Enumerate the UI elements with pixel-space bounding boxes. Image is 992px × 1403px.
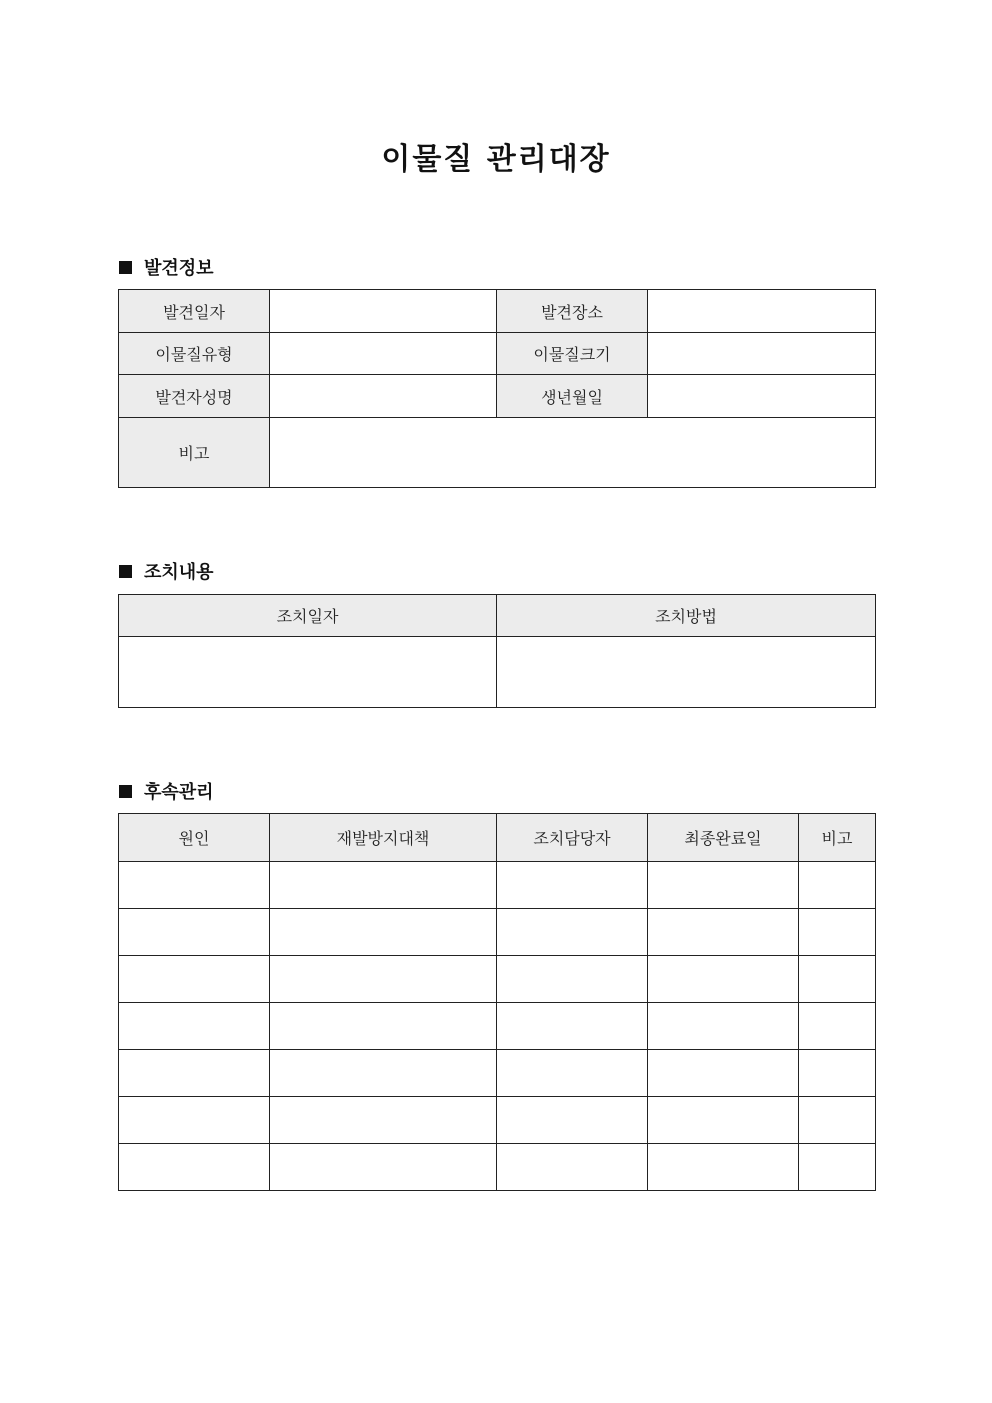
column-header-cause: 원인	[119, 814, 270, 862]
remark-cell[interactable]	[799, 1144, 876, 1191]
remark-field[interactable]	[270, 418, 876, 488]
remark-cell[interactable]	[799, 1097, 876, 1144]
action-date-field[interactable]	[119, 637, 497, 708]
table-row	[119, 333, 876, 375]
label-discovery-date: 발견일자	[119, 290, 270, 333]
section-heading-action	[119, 558, 214, 584]
foreign-size-field[interactable]	[648, 333, 876, 375]
label-finder-name: 발견자성명	[119, 375, 270, 418]
remark-cell[interactable]	[799, 909, 876, 956]
cause-cell[interactable]	[119, 1003, 270, 1050]
prevention-cell[interactable]	[270, 1050, 497, 1097]
column-header-action-method: 조치방법	[497, 595, 876, 637]
completion-date-cell[interactable]	[648, 862, 799, 909]
table-row	[119, 956, 876, 1003]
discovery-place-field[interactable]	[648, 290, 876, 333]
cause-cell[interactable]	[119, 1050, 270, 1097]
label-foreign-size: 이물질크기	[497, 333, 648, 375]
completion-date-cell[interactable]	[648, 1144, 799, 1191]
table-row	[119, 1097, 876, 1144]
prevention-cell[interactable]	[270, 956, 497, 1003]
manager-cell[interactable]	[497, 1144, 648, 1191]
prevention-cell[interactable]	[270, 1003, 497, 1050]
foreign-type-field[interactable]	[270, 333, 497, 375]
completion-date-cell[interactable]	[648, 956, 799, 1003]
column-header-remark: 비고	[799, 814, 876, 862]
cause-cell[interactable]	[119, 862, 270, 909]
column-header-prevention: 재발방지대책	[270, 814, 497, 862]
cause-cell[interactable]	[119, 1144, 270, 1191]
cause-cell[interactable]	[119, 1097, 270, 1144]
table-header-row	[119, 814, 876, 862]
manager-cell[interactable]	[497, 909, 648, 956]
completion-date-cell[interactable]	[648, 1097, 799, 1144]
label-birthdate: 생년월일	[497, 375, 648, 418]
remark-cell[interactable]	[799, 956, 876, 1003]
table-row	[119, 418, 876, 488]
table-row	[119, 1144, 876, 1191]
action-method-field[interactable]	[497, 637, 876, 708]
manager-cell[interactable]	[497, 956, 648, 1003]
birthdate-field[interactable]	[648, 375, 876, 418]
remark-cell[interactable]	[799, 1050, 876, 1097]
table-row	[119, 637, 876, 708]
prevention-cell[interactable]	[270, 862, 497, 909]
label-remark: 비고	[119, 418, 270, 488]
manager-cell[interactable]	[497, 1097, 648, 1144]
finder-name-field[interactable]	[270, 375, 497, 418]
table-row	[119, 1050, 876, 1097]
cause-cell[interactable]	[119, 909, 270, 956]
remark-cell[interactable]	[799, 862, 876, 909]
prevention-cell[interactable]	[270, 909, 497, 956]
table-row	[119, 1003, 876, 1050]
manager-cell[interactable]	[497, 1003, 648, 1050]
discovery-table	[118, 289, 876, 488]
prevention-cell[interactable]	[270, 1097, 497, 1144]
completion-date-cell[interactable]	[648, 1050, 799, 1097]
section-heading-followup	[119, 778, 214, 804]
section-heading-text: 후속관리	[144, 782, 214, 803]
section-heading-discovery	[119, 254, 214, 280]
column-header-completion-date: 최종완료일	[648, 814, 799, 862]
column-header-manager: 조치담당자	[497, 814, 648, 862]
followup-table	[118, 813, 876, 1191]
discovery-date-field[interactable]	[270, 290, 497, 333]
section-heading-text: 조치내용	[144, 562, 214, 583]
label-discovery-place: 발견장소	[497, 290, 648, 333]
table-row	[119, 375, 876, 418]
table-row	[119, 909, 876, 956]
action-table	[118, 594, 876, 708]
page-title: 이물질 관리대장	[381, 142, 611, 177]
square-bullet-icon	[119, 261, 132, 274]
manager-cell[interactable]	[497, 1050, 648, 1097]
column-header-action-date: 조치일자	[119, 595, 497, 637]
remark-cell[interactable]	[799, 1003, 876, 1050]
cause-cell[interactable]	[119, 956, 270, 1003]
square-bullet-icon	[119, 785, 132, 798]
label-foreign-type: 이물질유형	[119, 333, 270, 375]
prevention-cell[interactable]	[270, 1144, 497, 1191]
manager-cell[interactable]	[497, 862, 648, 909]
completion-date-cell[interactable]	[648, 909, 799, 956]
square-bullet-icon	[119, 565, 132, 578]
table-row	[119, 290, 876, 333]
completion-date-cell[interactable]	[648, 1003, 799, 1050]
table-header-row	[119, 595, 876, 637]
section-heading-text: 발견정보	[144, 258, 214, 279]
table-row	[119, 862, 876, 909]
